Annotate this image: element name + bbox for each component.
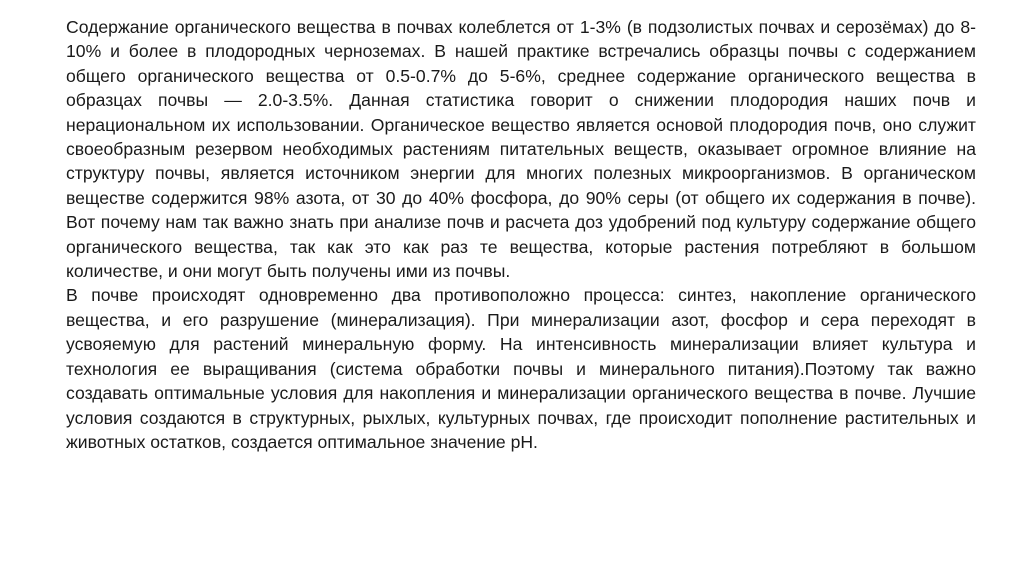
body-text [66,15,976,454]
paragraph-mineralization: В почве происходят одновременно два противоположно процесса: синтез, накопление органического вещества, и его разрушение (минерализация). При минерализации азот, фосфор и сера переходят в усвояемую для растений минеральную форму. На интенсивность минерализации влияет культура и технология ее выращивания (система обработки почвы и минерального питания).Поэтому так важно создавать оптимальные условия для накопления и минерализации органического вещества в почве. Лучшие условия создаются в структурных, рыхлых, культурных почвах, где происходит пополнение растительных и животных остатков, создается оптимальное значение pH. [66,285,976,452]
paragraph-organic-matter-content: Содержание органического вещества в почвах колеблется от 1-3% (в подзолистых почвах и серозёмах) до 8-10% и более в плодородных черноземах. В нашей практике встречались образцы почвы с содержанием общего органического вещества от 0.5-0.7% до 5-6%, среднее содержание органического вещества в образцах почвы — 2.0-3.5%. Данная статистика говорит о снижении плодородия наших почв и нерациональном их использовании. Органическое вещество является основой плодородия почв, оно служит своеобразным резервом необходимых растениям питательных веществ, оказывает огромное влияние на структуру почвы, является источником энергии для многих полезных микроорганизмов. В органическом веществе содержится 98% азота, от 30 до 40% фосфора, до 90% серы (от общего их содержания в почве). Вот почему нам так важно знать при анализе почв и расчета доз удобрений под культуру содержание общего органического вещества, так как это как раз те вещества, которые растения потребляют в большом количестве, и они могут быть получены ими из почвы. [66,17,976,282]
